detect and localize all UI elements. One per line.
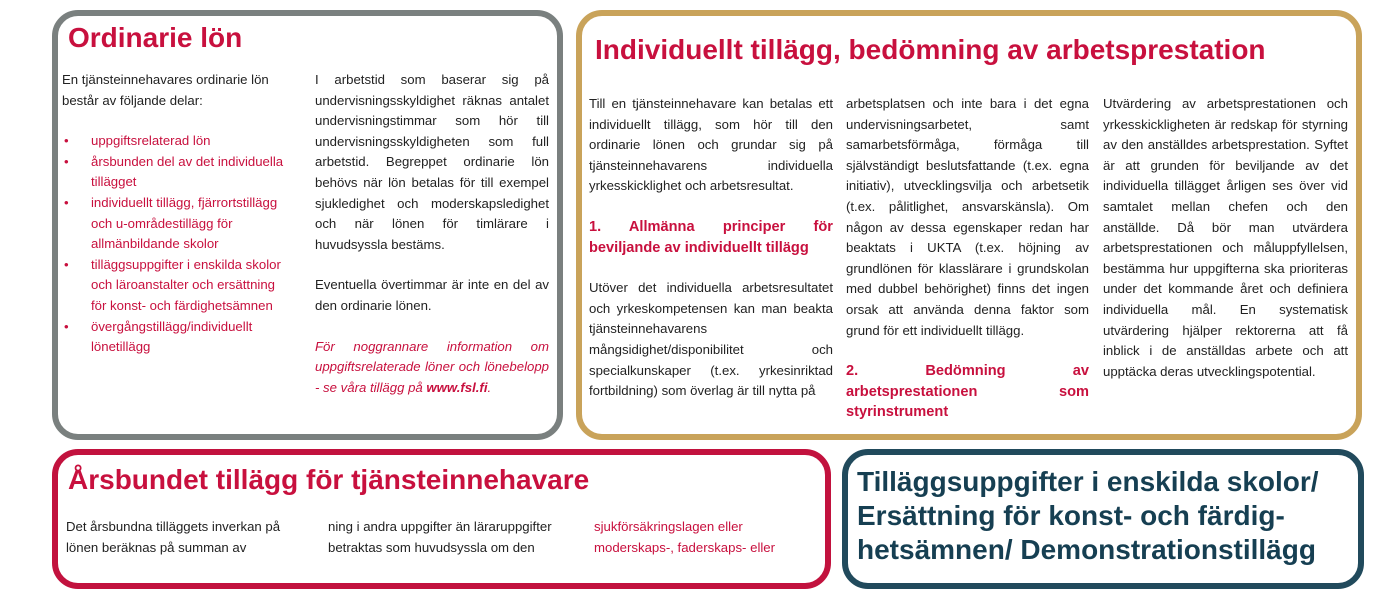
individuellt-tillagg-panel — [576, 10, 1362, 440]
title-line: hetsämnen/ Demonstrationstillägg — [857, 534, 1316, 565]
individuellt-tillagg-title: Individuellt tillägg, bedömning av arbetsprestation — [595, 34, 1266, 65]
arsbundet-col-2 — [328, 517, 568, 558]
ordinarie-col-1 — [62, 70, 286, 358]
individuellt-utvardering-paragraph: Utvärdering av arbetsprestationen och yrkesskickligheten är redskap för styrning av den anställdes arbetsprestation. Syftet är att grunden för beviljande av det individuella tillägget årligen ses över vid samtalet mellan chefen och den anställde. Då bör man utvärdera arbetsprestationen och måluppfyllelsen, bestämma hur uppgifterna ska prioriteras under det kommande året och definiera individuella mål. En systematisk utvärdering hjälper rektorerna att få inblick i de anställdas arbete och att upptäcka deras utvecklingspotential. — [1103, 96, 1348, 379]
list-item: • tilläggsuppgifter i enskilda skolor och läroanstalter och ersättning för konst- och färdighetsämnen — [62, 255, 286, 317]
arsbundet-col-2-text: ning i andra uppgifter än läraruppgifter betraktas som huvudsyssla om den — [328, 519, 552, 555]
ordinarie-arbetstid-paragraph: I arbetstid som baserar sig på undervisningsskyldighet räknas antalet undervisningstimmar som hör till undervisningsskyldigheten som full arbetstid. Begreppet ordinarie lön behövs när lön betalas för till exempel sjukledighet och moderskapsledighet och när lönen för timlärare i huvudsyssla bestäms. — [315, 72, 549, 252]
ordinarie-overtimmar-paragraph: Eventuella övertimmar är inte en del av den ordinarie lönen. — [315, 277, 549, 313]
individuellt-col-1 — [589, 94, 833, 402]
arsbundet-col-1-text: Det årsbundna tilläggets inverkan på lönen beräknas på summan av — [66, 519, 281, 555]
ordinarie-col-2 — [315, 70, 549, 398]
tillaggsuppgifter-panel — [842, 449, 1364, 589]
arsbundet-tillagg-panel — [52, 449, 831, 589]
tillaggsuppgifter-title — [857, 465, 1319, 567]
title-line: Ersättning för konst- och färdig- — [857, 500, 1285, 531]
arsbundet-tillagg-title: Årsbundet tillägg för tjänsteinnehavare — [68, 464, 590, 495]
bedomning-heading: 2. Bedömning av arbetsprestationen som styrinstrument — [846, 363, 1089, 421]
list-item: • övergångstillägg/individuellt lönetillägg — [62, 317, 286, 358]
individuellt-col-3 — [1103, 94, 1348, 382]
list-item: • individuellt tillägg, fjärrortstillägg och u-områdestillägg för allmänbildande skolor — [62, 193, 286, 255]
list-item: • årsbunden del av det individuella tillägget — [62, 152, 286, 193]
ordinarie-lon-title: Ordinarie lön — [68, 22, 243, 53]
arsbundet-col-3-text: sjukförsäkringslagen eller moderskaps-, faderskaps- eller — [594, 519, 776, 555]
title-line: Tilläggsuppgifter i enskilda skolor/ — [857, 466, 1319, 497]
individuellt-intro-paragraph: Till en tjänsteinnehavare kan betalas ett individuellt tillägg, som hör till den ordinarie lönen och grundar sig på tjänsteinnehavarens individuella yrkesskicklighet och arbetsresultat. — [589, 96, 833, 194]
ordinarie-intro: En tjänsteinnehavares ordinarie lön består av följande delar: — [62, 72, 269, 108]
individuellt-utover-paragraph: Utöver det individuella arbetsresultatet och yrkeskompetensen kan man beakta tjänsteinnehavarens mångsidighet/disponibilitet och specialkunskaper (t.ex. yrkesinriktad fortbildning) som överlag är till nytta på — [589, 280, 833, 399]
arsbundet-col-3 — [594, 517, 814, 558]
ordinarie-info-note — [315, 337, 549, 399]
note-end: . — [487, 379, 492, 395]
individuellt-arbetsplatsen-paragraph: arbetsplatsen och inte bara i det egna undervisningsarbetet, samt samarbetsförmåga, förmåga till självständigt beslutsfattande (t.ex. egna initiativ), utvecklingsvilja och arbetsetik (t.ex. pålitlighet, ansvarskänsla). Om någon av dessa egenskaper redan har beaktats i UKTA (t.ex. höjning av grundlönen för klasslärare i grundskolan med dubbel behörighet) finns det ingen orsak att använda denna faktor som grund för ett individuellt tillägg. — [846, 96, 1089, 338]
fsl-link[interactable]: www.fsl.fi — [426, 379, 488, 395]
list-item: • uppgiftsrelaterad lön — [62, 131, 286, 152]
note-text: För noggrannare information om uppgiftsrelaterade löner och lönebelopp - se våra tillägg på — [315, 338, 549, 395]
individuellt-col-2 — [846, 94, 1089, 423]
ordinarie-lon-panel — [52, 10, 563, 440]
arsbundet-col-1 — [66, 517, 294, 558]
ordinarie-parts-list — [62, 131, 286, 358]
allmanna-principer-heading: 1. Allmänna principer för beviljande av individuellt tillägg — [589, 218, 833, 256]
